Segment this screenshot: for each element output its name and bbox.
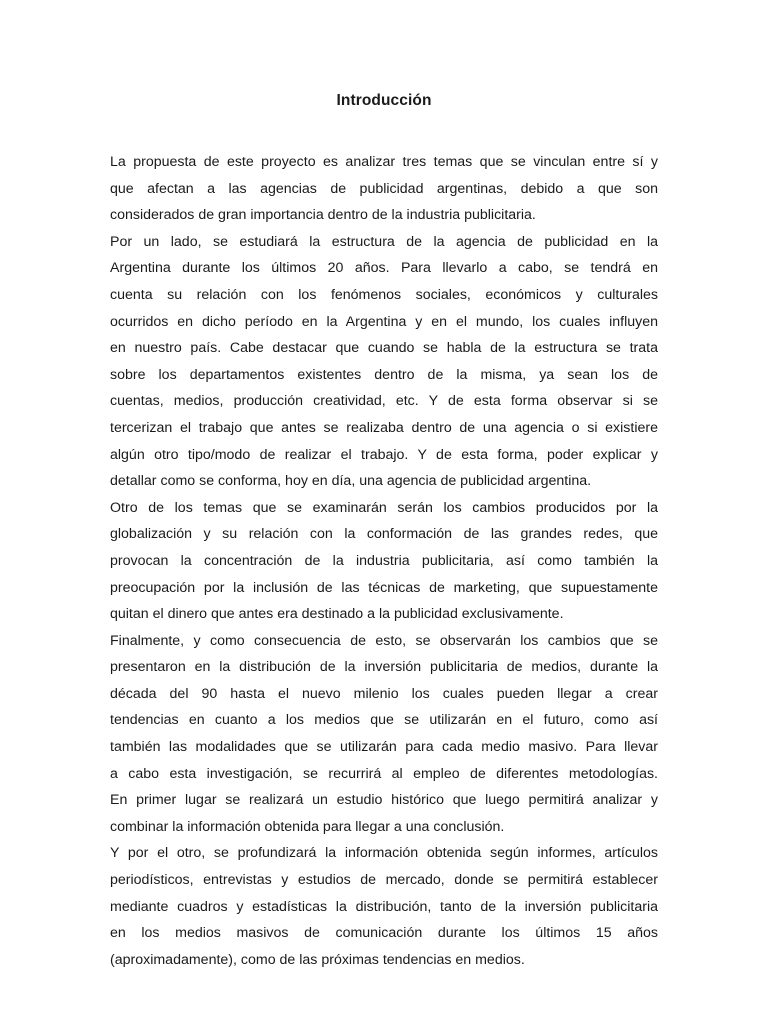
text-line: también las modalidades que se utilizarán para cada medio masivo. Para llevar — [110, 739, 658, 756]
document-body — [110, 149, 658, 973]
text-line: preocupación por la inclusión de las técnicas de marketing, que supuestamente — [110, 579, 658, 596]
text-line: La propuesta de este proyecto es analizar tres temas que se vinculan entre sí y — [110, 154, 658, 170]
text-line: Finalmente, y como consecuencia de esto, se observarán los cambios que se — [110, 632, 658, 649]
text-line: algún otro tipo/modo de realizar el trabajo. Y de esta forma, poder explicar y — [110, 446, 658, 463]
text-line: mediante cuadros y estadísticas la distribución, tanto de la inversión publicitaria — [110, 898, 658, 915]
text-line: En primer lugar se realizará un estudio histórico que luego permitirá analizar y — [110, 792, 658, 809]
text-line: ocurridos en dicho período en la Argentina y en el mundo, los cuales influyen — [110, 313, 658, 330]
text-line: periodísticos, entrevistas y estudios de mercado, donde se permitirá establecer — [110, 872, 658, 889]
document-title: Introducción — [336, 92, 432, 109]
text-line: década del 90 hasta el nuevo milenio los cuales pueden llegar a crear — [110, 685, 658, 702]
text-line: detallar como se conforma, hoy en día, una agencia de publicidad argentina. — [110, 473, 592, 490]
text-line: provocan la concentración de la industria publicitaria, así como también la — [110, 552, 658, 569]
text-line: presentaron en la distribución de la inversión publicitaria de medios, durante la — [110, 659, 658, 676]
text-line: considerados de gran importancia dentro de la industria publicitaria. — [110, 207, 536, 224]
text-line: a cabo esta investigación, se recurrirá al empleo de diferentes metodologías. — [110, 765, 658, 782]
text-line: tendencias en cuanto a los medios que se utilizarán en el futuro, como así — [110, 712, 658, 729]
text-line: en nuestro país. Cabe destacar que cuando se habla de la estructura se trata — [110, 340, 658, 357]
text-line: que afectan a las agencias de publicidad argentinas, debido a que son — [110, 180, 658, 197]
text-line: Argentina durante los últimos 20 años. Para llevarlo a cabo, se tendrá en — [110, 260, 658, 277]
text-line: sobre los departamentos existentes dentro de la misma, ya sean los de — [110, 366, 658, 383]
text-line: tercerizan el trabajo que antes se realizaba dentro de una agencia o si existiere — [110, 419, 658, 436]
text-line: Por un lado, se estudiará la estructura de la agencia de publicidad en la — [110, 233, 658, 250]
text-line: Y por el otro, se profundizará la información obtenida según informes, artículos — [110, 845, 658, 862]
text-line: en los medios masivos de comunicación durante los últimos 15 años — [110, 925, 658, 942]
text-line: cuentas, medios, producción creatividad, etc. Y de esta forma observar si se — [110, 393, 658, 410]
text-line: cuenta su relación con los fenómenos sociales, económicos y culturales — [110, 286, 658, 303]
text-line: combinar la información obtenida para llegar a una conclusión. — [110, 818, 505, 835]
text-line: quitan el dinero que antes era destinado a la publicidad exclusivamente. — [110, 606, 564, 623]
text-line: globalización y su relación con la conformación de las grandes redes, que — [110, 526, 658, 543]
text-line: Otro de los temas que se examinarán serán los cambios producidos por la — [110, 499, 658, 516]
text-line: (aproximadamente), como de las próximas tendencias en medios. — [110, 951, 525, 968]
